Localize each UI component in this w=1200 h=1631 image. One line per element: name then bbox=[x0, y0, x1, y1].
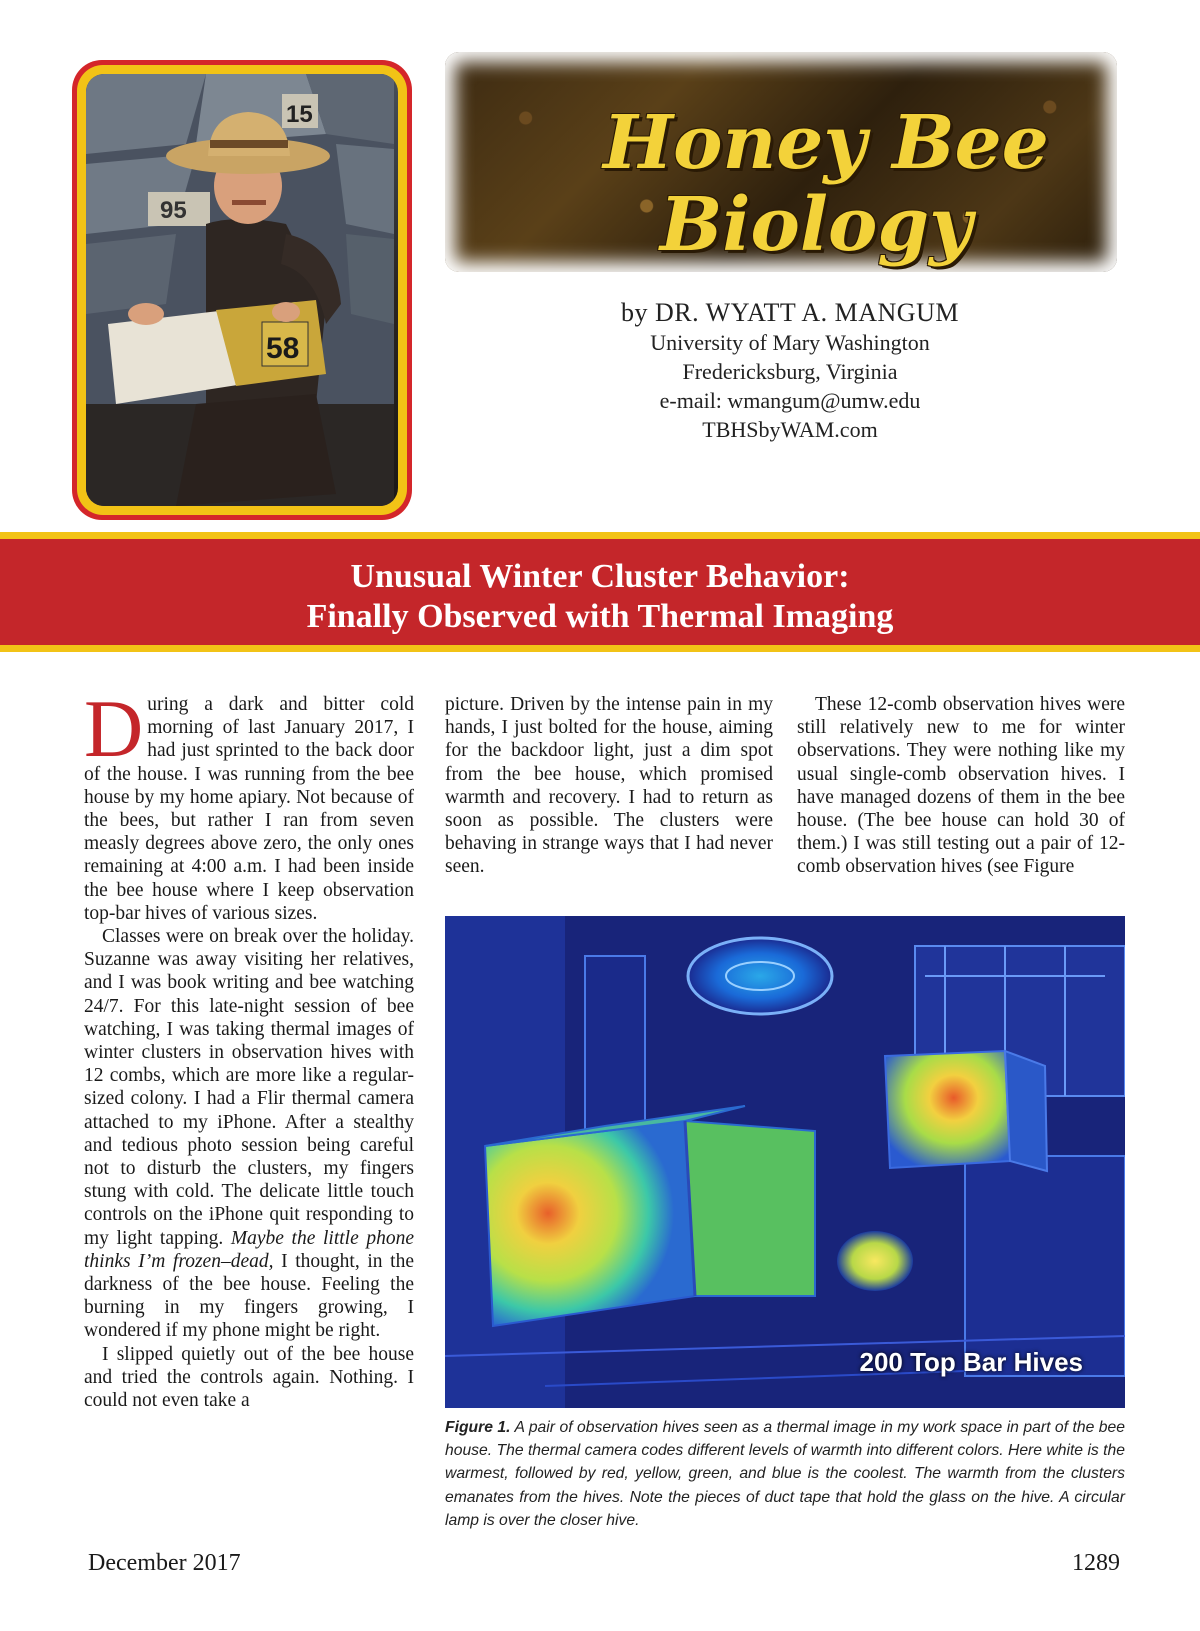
article-paragraph-1-text: uring a dark and bitter cold morning of last January 2017, I had just sprinted to the back door of the house. I was running from the bee house by my home apiary. Not because of the bees, but rather I ran from seven measly degrees above zero, the only ones remaining at 4:00 a.m. I had been inside the bee house where I keep observation top-bar hives of various sizes. bbox=[84, 694, 414, 924]
article-paragraph-1 bbox=[84, 683, 414, 925]
author-email[interactable]: e-mail: wmangum@umw.edu bbox=[659, 388, 921, 413]
footer-page-number: 1289 bbox=[1072, 1550, 1120, 1576]
masthead-title-line1: Honey Bee bbox=[603, 100, 1049, 186]
article-paragraph-3: I slipped quietly out of the bee house and tried the controls again. Nothing. I could not even take a bbox=[84, 1343, 414, 1412]
masthead-title-line2: Biology bbox=[659, 182, 973, 268]
article-column-3-text: These 12-comb observation hives were still relatively new to me for winter observations. They were nothing like my usual single-comb observation hives. I have managed dozens of them in the bee house. (The bee house can hold 30 of them.) I was still testing out a pair of 12-comb observation hives (see Figure bbox=[797, 694, 1125, 878]
thermal-image bbox=[445, 916, 1125, 1408]
author-website[interactable]: TBHSbyWAM.com bbox=[702, 417, 878, 442]
masthead-banner bbox=[445, 52, 1117, 272]
figure-caption-label: Figure 1. bbox=[445, 1419, 511, 1436]
figure-caption bbox=[445, 1416, 1125, 1532]
article-paragraph-2 bbox=[84, 925, 414, 1343]
headline-line2: Finally Observed with Thermal Imaging bbox=[306, 598, 894, 635]
author-photo-border bbox=[77, 65, 407, 515]
drop-cap: D bbox=[84, 683, 144, 774]
author-affiliation: University of Mary Washington bbox=[650, 330, 930, 355]
author-photo-frame bbox=[72, 60, 412, 520]
article-column-3 bbox=[797, 693, 1125, 879]
article-paragraph-2-end: I thought, in the darkness of the bee house. Feeling the burning in my fingers growing, I wondered if my phone might be right. bbox=[84, 1250, 414, 1342]
headline-banner bbox=[0, 532, 1200, 652]
author-name: by DR. WYATT A. MANGUM bbox=[621, 298, 959, 327]
headline-line1: Unusual Winter Cluster Behavior: bbox=[350, 558, 850, 595]
hive-number-top: 15 bbox=[286, 101, 313, 128]
author-location: Fredericksburg, Virginia bbox=[682, 359, 898, 384]
thermal-image-label: 200 Top Bar Hives bbox=[859, 1347, 1083, 1377]
article-italic-thought: Maybe the little phone thinks I’m frozen–dead, bbox=[84, 1227, 415, 1272]
byline bbox=[600, 298, 980, 444]
box-number: 58 bbox=[266, 332, 300, 365]
footer-date: December 2017 bbox=[88, 1550, 241, 1576]
author-photo-illustration bbox=[86, 74, 394, 506]
thermal-image-figure bbox=[445, 916, 1125, 1408]
figure-caption-text: A pair of observation hives seen as a thermal image in my work space in part of the bee house. The thermal camera codes different levels of warmth into different colors. Here white is the warmest, followed by red, yellow, green, and blue is the coolest. The warmth from the clusters emanates from the hives. Note the pieces of duct tape that hold the glass on the hive. A circular lamp is over the closer hive. bbox=[445, 1419, 1125, 1529]
article-column-2-text: picture. Driven by the intense pain in my hands, I just bolted for the house, aiming for the backdoor light, just a dim spot from the bee house, which promised warmth and recovery. I had to return as soon as possible. The clusters were behaving in strange ways that I had never seen. bbox=[445, 694, 773, 878]
article-column-2 bbox=[445, 693, 773, 879]
article-column-1 bbox=[84, 683, 415, 1412]
article-paragraph-2-text: Classes were on break over the holiday. Suzanne was away visiting her relatives, and I was book writing and bee watching 24/7. For this late-night session of bee watching, I was taking thermal images of winter clusters in observation hives with 12 combs, which are more like a regular-sized colony. I had a Flir thermal camera attached to my iPhone. After a stealthy and tedious photo session being careful not to disturb the clusters, my fingers stung with cold. The delicate little touch controls on the iPhone quit responding to my light tapping. bbox=[84, 926, 414, 1249]
author-photo bbox=[86, 74, 398, 506]
hive-number-mid: 95 bbox=[160, 197, 187, 224]
